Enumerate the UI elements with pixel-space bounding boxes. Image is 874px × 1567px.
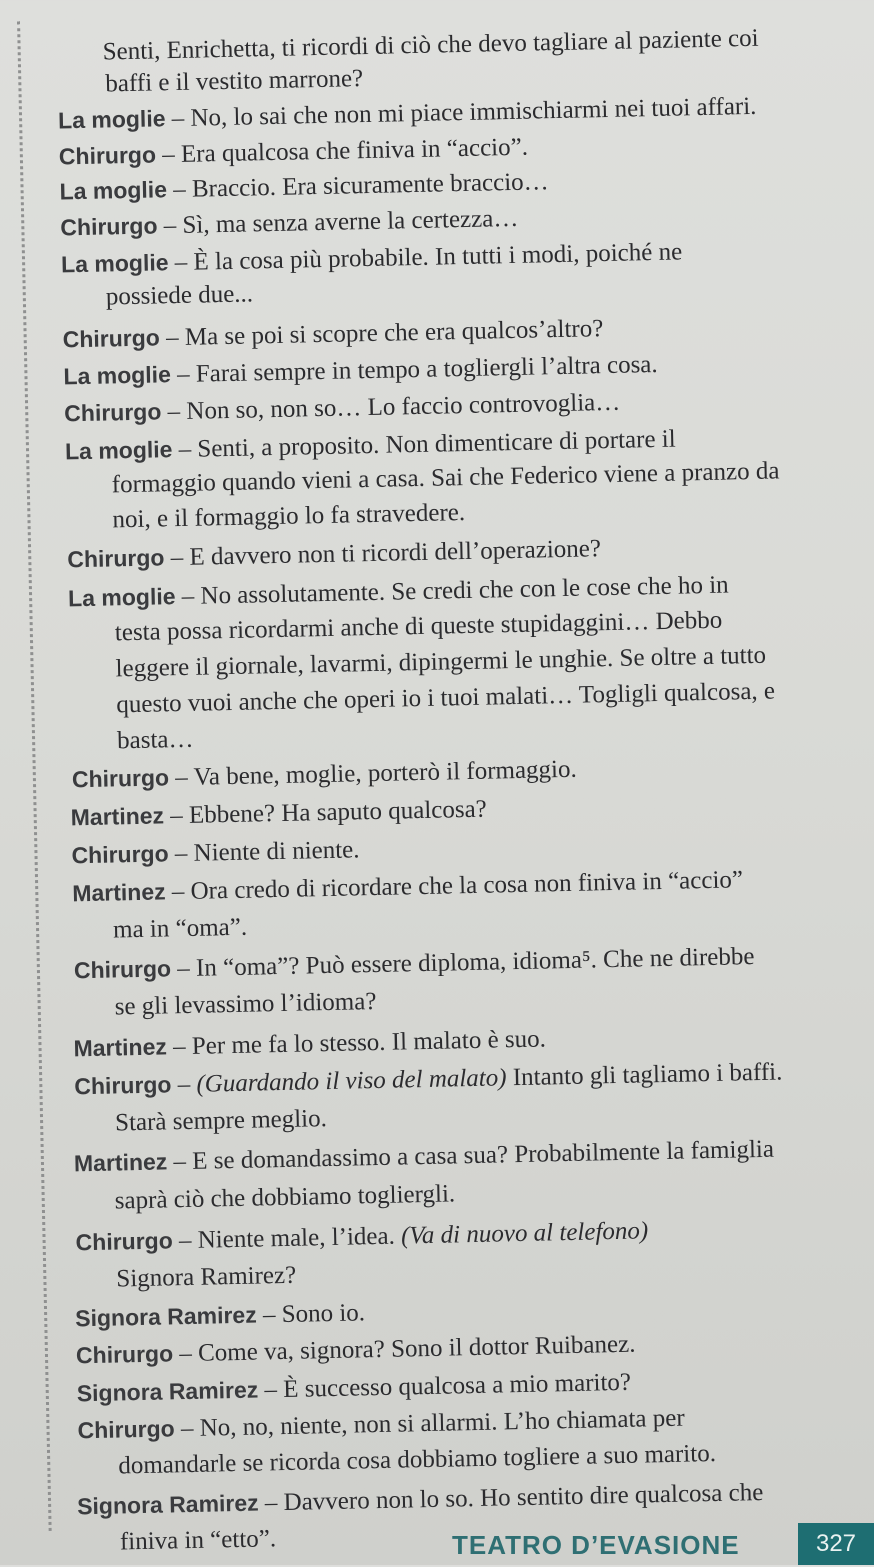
dialogue-line: Chirurgo – E davvero non ti ricordi dell’operazione? [67, 535, 602, 573]
dialogue-line: Chirurgo – Non so, non so… Lo faccio controvoglia… [63, 388, 621, 427]
dialogue-line: Senti, Enrichetta, ti ricordi di ciò che devo tagliare al paziente coi [102, 24, 759, 66]
dialogue-line: Chirurgo – Niente di niente. [71, 836, 360, 869]
speaker-name: Chirurgo [71, 840, 169, 869]
dialogue-line: Chirurgo – Era qualcosa che finiva in “accio”. [58, 133, 529, 170]
dialogue-line: Starà sempre meglio. [114, 1105, 328, 1137]
dialogue-line: formaggio quando vieni a casa. Sai che Federico viene a pranzo da [111, 457, 780, 499]
dialogue-line: possiede due... [105, 280, 254, 311]
dialogue-line: La moglie – No, lo sai che non mi piace immischiarmi nei tuoi affari. [57, 92, 757, 134]
dialogue-line: La moglie – Farai sempre in tempo a togliergli l’altra cosa. [63, 350, 658, 390]
speaker-name: Chirurgo [63, 398, 162, 427]
speaker-name: Chirurgo [67, 544, 165, 573]
dialogue-line: basta… [116, 725, 194, 755]
dialogue-line: Chirurgo – Come va, signora? Sono il dottor Ruibanez. [75, 1330, 636, 1369]
speaker-name: Chirurgo [62, 324, 161, 353]
speaker-name: Chirurgo [74, 1071, 172, 1100]
speaker-name: La moglie [67, 583, 176, 612]
dialogue-line: La moglie – Braccio. Era sicuramente braccio… [59, 168, 549, 205]
speaker-name: La moglie [59, 176, 168, 205]
dialogue-line: Signora Ramirez – Sono io. [74, 1299, 366, 1332]
dialogue-line: testa possa ricordarmi anche di queste stupidaggini… Debbo [114, 606, 723, 647]
dialogue-line: Signora Ramirez – È successo qualcosa a mio marito? [76, 1368, 632, 1407]
speaker-name: Martinez [70, 802, 165, 831]
speaker-name: Martinez [73, 1148, 168, 1177]
dialogue-line: La moglie – No assolutamente. Se credi che con le cose che ho in [67, 571, 729, 612]
dialogue-line: Martinez – E se domandassimo a casa sua? Probabilmente la famiglia [73, 1135, 775, 1177]
dialogue-line: se gli levassimo l’idioma? [114, 987, 377, 1021]
dialogue-line: Chirurgo – In “oma”? Può essere diploma, idioma⁵. Che ne direbbe [73, 943, 755, 984]
speaker-name: Chirurgo [77, 1415, 175, 1444]
page-footer [0, 1527, 874, 1565]
speaker-name: Signora Ramirez [76, 1376, 259, 1407]
dialogue-line: finiva in “etto”. [119, 1525, 277, 1556]
dialogue-line: questo vuoi anche che operi io i tuoi malati… Togligli qualcosa, e [116, 677, 776, 719]
dialogue-line: La moglie – Senti, a proposito. Non dimenticare di portare il [64, 425, 676, 465]
dialogue-line: La moglie – È la cosa più probabile. In tutti i modi, poiché ne [60, 238, 683, 278]
speaker-name: La moglie [60, 249, 169, 278]
dialogue-line: Chirurgo – Ma se poi si scopre che era qualcos’altro? [62, 315, 604, 353]
speaker-name: La moglie [63, 361, 172, 390]
speaker-name: Chirurgo [73, 955, 172, 984]
section-title: TEATRO D’EVASIONE [452, 1530, 740, 1560]
dialogue-line: leggere il giornale, lavarmi, dipingermi le unghie. Se oltre a tutto [115, 641, 767, 683]
speaker-name: La moglie [64, 436, 173, 465]
dialogue-line: Martinez – Ora credo di ricordare che la cosa non finiva in “accio” [72, 866, 744, 907]
dialogue-line: saprà ciò che dobbiamo togliergli. [114, 1180, 456, 1215]
dialogue-line: Signora Ramirez – Davvero non lo so. Ho sentito dire qualcosa che [76, 1479, 764, 1520]
speaker-name: Chirurgo [58, 141, 157, 170]
dialogue-line: Chirurgo – No, no, niente, non si allarmi. L’ho chiamata per [77, 1404, 685, 1444]
dialogue-line: Martinez – Ebbene? Ha saputo qualcosa? [70, 795, 488, 831]
page-number: 327 [798, 1523, 874, 1565]
dialogue-line: Chirurgo – Niente male, l’idea. (Va di nuovo al telefono) [75, 1217, 649, 1256]
dialogue-line: Chirurgo – Va bene, moglie, porterò il formaggio. [71, 755, 578, 793]
dialogue-line: domandarle se ricorda cosa dobbiamo togliere a suo marito. [118, 1439, 717, 1480]
speaker-name: Chirurgo [71, 764, 170, 793]
dialogue-line: noi, e il formaggio lo fa stravedere. [112, 499, 466, 534]
dialogue-line: Chirurgo – Sì, ma senza averne la certezza… [60, 204, 519, 241]
speaker-name: Chirurgo [75, 1340, 174, 1369]
speaker-name: La moglie [57, 105, 166, 134]
speaker-name: Signora Ramirez [74, 1301, 257, 1332]
speaker-name: Martinez [73, 1033, 168, 1062]
dialogue-line: ma in “oma”. [112, 913, 248, 944]
dialogue-line: baffi e il vestito marrone? [105, 65, 364, 98]
dialogue-line: Signora Ramirez? [116, 1261, 297, 1293]
speaker-name: Chirurgo [75, 1227, 173, 1256]
speaker-name: Signora Ramirez [76, 1489, 259, 1520]
speaker-name: Chirurgo [60, 212, 158, 241]
speaker-name: Martinez [72, 878, 166, 907]
dialogue-line: Martinez – Per me fa lo stesso. Il malato è suo. [73, 1025, 547, 1062]
dotted-margin-line [17, 21, 52, 1531]
dialogue-line: Chirurgo – (Guardando il viso del malato) Intanto gli tagliamo i baffi. [74, 1058, 783, 1100]
